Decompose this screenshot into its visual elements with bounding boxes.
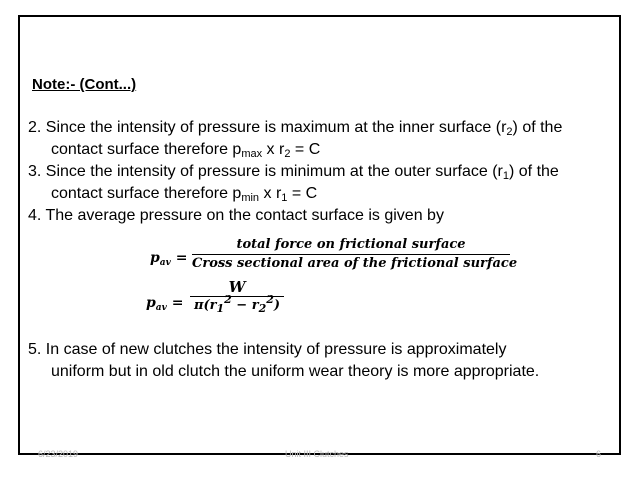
point-4 [28, 205, 616, 227]
formula-2-numerator: W [228, 278, 246, 296]
point-5-line-2: uniform but in old clutch the uniform wear theory is more appropriate. [51, 363, 540, 380]
point-5 [28, 339, 616, 383]
point-3-line-1: 3. Since the intensity of pressure is minimum at the outer surface $(r_1)$ of the [28, 163, 559, 182]
point-3-line-2: contact surface therefore $p_{min}$ x $r_1 = C$ [51, 185, 318, 204]
formula-2-lhs: $p_{av}$ = [146, 295, 184, 313]
point-5-line-1: 5. In case of new clutches the intensity of pressure is approximately [28, 341, 507, 358]
formula-1-numerator: total force on frictional surface [236, 237, 466, 252]
point-2 [28, 117, 616, 161]
formula-1-lhs: $p_{av}$ = [150, 250, 188, 268]
note-title: Note:- (Cont...) [32, 76, 137, 93]
formula-1-denominator: Cross sectional area of the frictional surface [192, 256, 518, 271]
point-4-text: 4. The average pressure on the contact surface is given by [28, 207, 444, 224]
point-2-line-1: 2. Since the intensity of pressure is maximum at the inner surface $(r_2)$ of the [28, 119, 563, 138]
formula-1-fraction [192, 236, 518, 273]
footer-date: 6/23/2019 [38, 449, 79, 459]
point-2-line-2: contact surface therefore $p_{max}$ x $r_2 = C$ [51, 141, 321, 160]
footer-title: Unit III Clutches [285, 449, 349, 459]
formula-2-fraction [190, 278, 284, 315]
point-3 [28, 161, 616, 205]
formula-2-denominator: $\pi(r_1^2 - r_2^2)$ [193, 293, 281, 315]
footer-page-number: 6 [596, 449, 602, 459]
